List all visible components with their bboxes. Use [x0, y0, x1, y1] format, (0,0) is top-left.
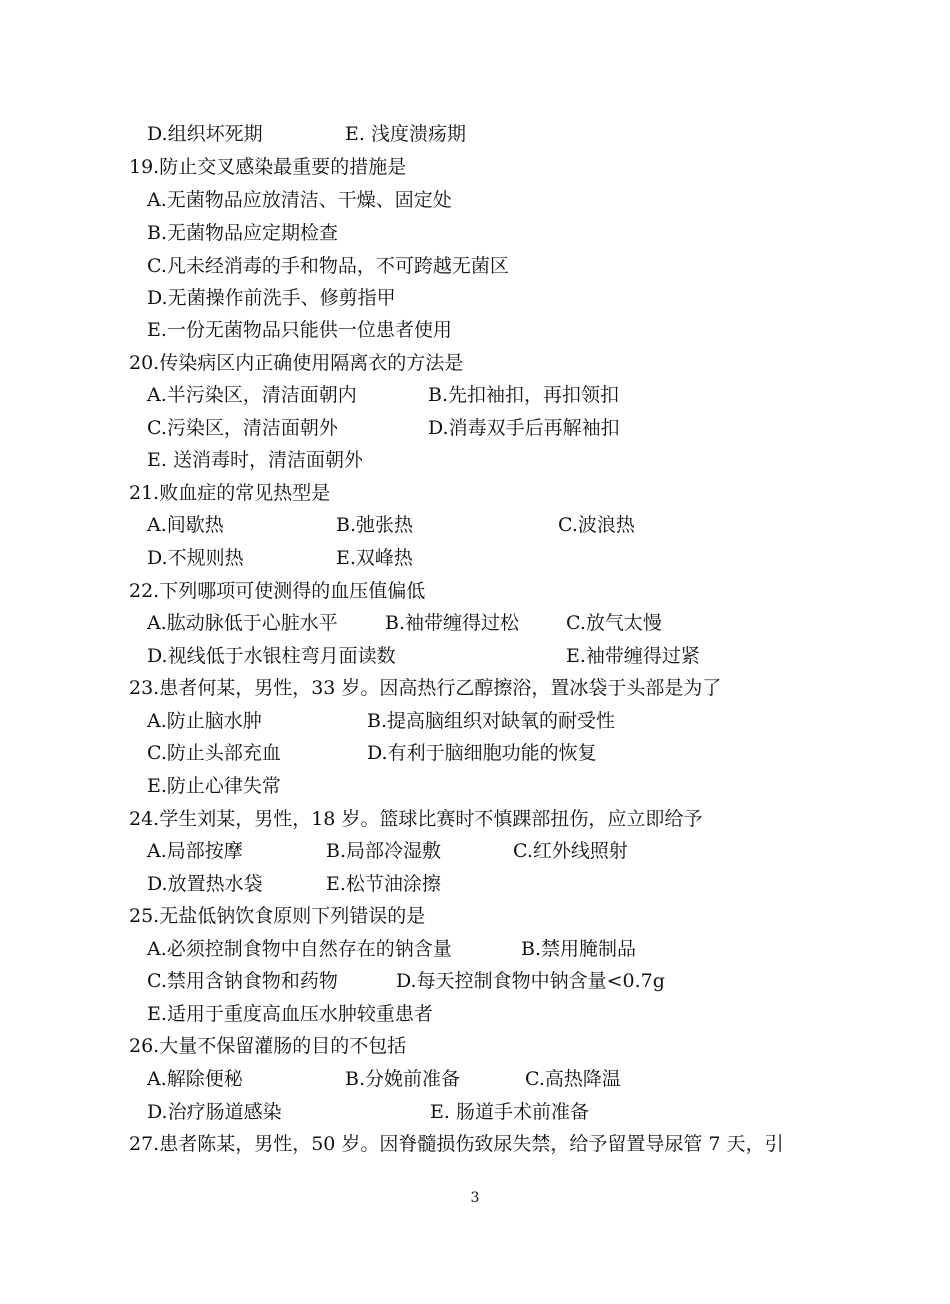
- answer-option: A.肱动脉低于心脏水平: [147, 612, 338, 634]
- answer-option: A.间歇热: [147, 514, 224, 536]
- answer-option: C.凡未经消毒的手和物品，不可跨越无菌区: [147, 255, 509, 277]
- answer-option: E.松节油涂擦: [326, 873, 441, 895]
- page-number: 3: [470, 1190, 480, 1206]
- answer-option: D.视线低于水银柱弯月面读数: [147, 645, 396, 667]
- answer-option: A.必须控制食物中自然存在的钠含量: [147, 938, 452, 960]
- answer-option: C.高热降温: [525, 1068, 621, 1090]
- question-stem: 20.传染病区内正确使用隔离衣的方法是: [129, 352, 464, 374]
- answer-option: B.局部冷湿敷: [326, 840, 442, 862]
- answer-option: C.禁用含钠食物和药物: [147, 970, 338, 992]
- answer-option: A.无菌物品应放清洁、干燥、固定处: [147, 189, 452, 211]
- answer-option: C.防止头部充血: [147, 742, 281, 764]
- question-stem: 23.患者何某，男性，33 岁。因高热行乙醇擦浴，置冰袋于头部是为了: [129, 677, 722, 699]
- answer-option: D.有利于脑细胞功能的恢复: [367, 742, 597, 764]
- question-stem: 24.学生刘某，男性，18 岁。篮球比赛时不慎踝部扭伤，应立即给予: [129, 808, 703, 830]
- answer-option: D.每天控制食物中钠含量<0.7g: [396, 970, 665, 992]
- answer-option: E. 浅度溃疡期: [345, 123, 466, 145]
- answer-option: E. 送消毒时，清洁面朝外: [147, 449, 363, 471]
- answer-option: E.适用于重度高血压水肿较重患者: [147, 1003, 433, 1025]
- answer-option: C.放气太慢: [566, 612, 662, 634]
- answer-option: D.消毒双手后再解袖扣: [428, 417, 620, 439]
- answer-option: B.弛张热: [336, 514, 414, 536]
- answer-option: B.禁用腌制品: [521, 938, 637, 960]
- answer-option: B.提高脑组织对缺氧的耐受性: [367, 710, 616, 732]
- question-stem: 27.患者陈某，男性，50 岁。因脊髓损伤致尿失禁，给予留置导尿管 7 天，引: [129, 1133, 784, 1155]
- answer-option: E.防止心律失常: [147, 775, 281, 797]
- question-stem: 21.败血症的常见热型是: [129, 482, 331, 504]
- answer-option: E.袖带缠得过紧: [566, 645, 700, 667]
- answer-option: B.先扣袖扣，再扣领扣: [428, 384, 620, 406]
- answer-option: E. 肠道手术前准备: [430, 1101, 589, 1123]
- answer-option: D.放置热水袋: [147, 873, 263, 895]
- answer-option: C.红外线照射: [513, 840, 628, 862]
- answer-option: C.波浪热: [558, 514, 635, 536]
- answer-option: B.分娩前准备: [345, 1068, 461, 1090]
- answer-option: A.局部按摩: [147, 840, 243, 862]
- answer-option: D.无菌操作前洗手、修剪指甲: [147, 287, 396, 309]
- question-stem: 19.防止交叉感染最重要的措施是: [129, 156, 407, 178]
- answer-option: D.组织坏死期: [147, 123, 263, 145]
- answer-option: E.双峰热: [336, 547, 413, 569]
- answer-option: D.治疗肠道感染: [147, 1101, 282, 1123]
- answer-option: E.一份无菌物品只能供一位患者使用: [147, 319, 452, 341]
- answer-option: B.袖带缠得过松: [385, 612, 520, 634]
- question-stem: 22.下列哪项可使测得的血压值偏低: [129, 580, 426, 602]
- question-stem: 25.无盐低钠饮食原则下列错误的是: [129, 905, 426, 927]
- answer-option: C.污染区，清洁面朝外: [147, 417, 338, 439]
- answer-option: A.解除便秘: [147, 1068, 243, 1090]
- question-stem: 26.大量不保留灌肠的目的不包括: [129, 1035, 407, 1057]
- answer-option: B.无菌物品应定期检查: [147, 222, 339, 244]
- answer-option: D.不规则热: [147, 547, 244, 569]
- answer-option: A.半污染区，清洁面朝内: [147, 384, 357, 406]
- answer-option: A.防止脑水肿: [147, 710, 262, 732]
